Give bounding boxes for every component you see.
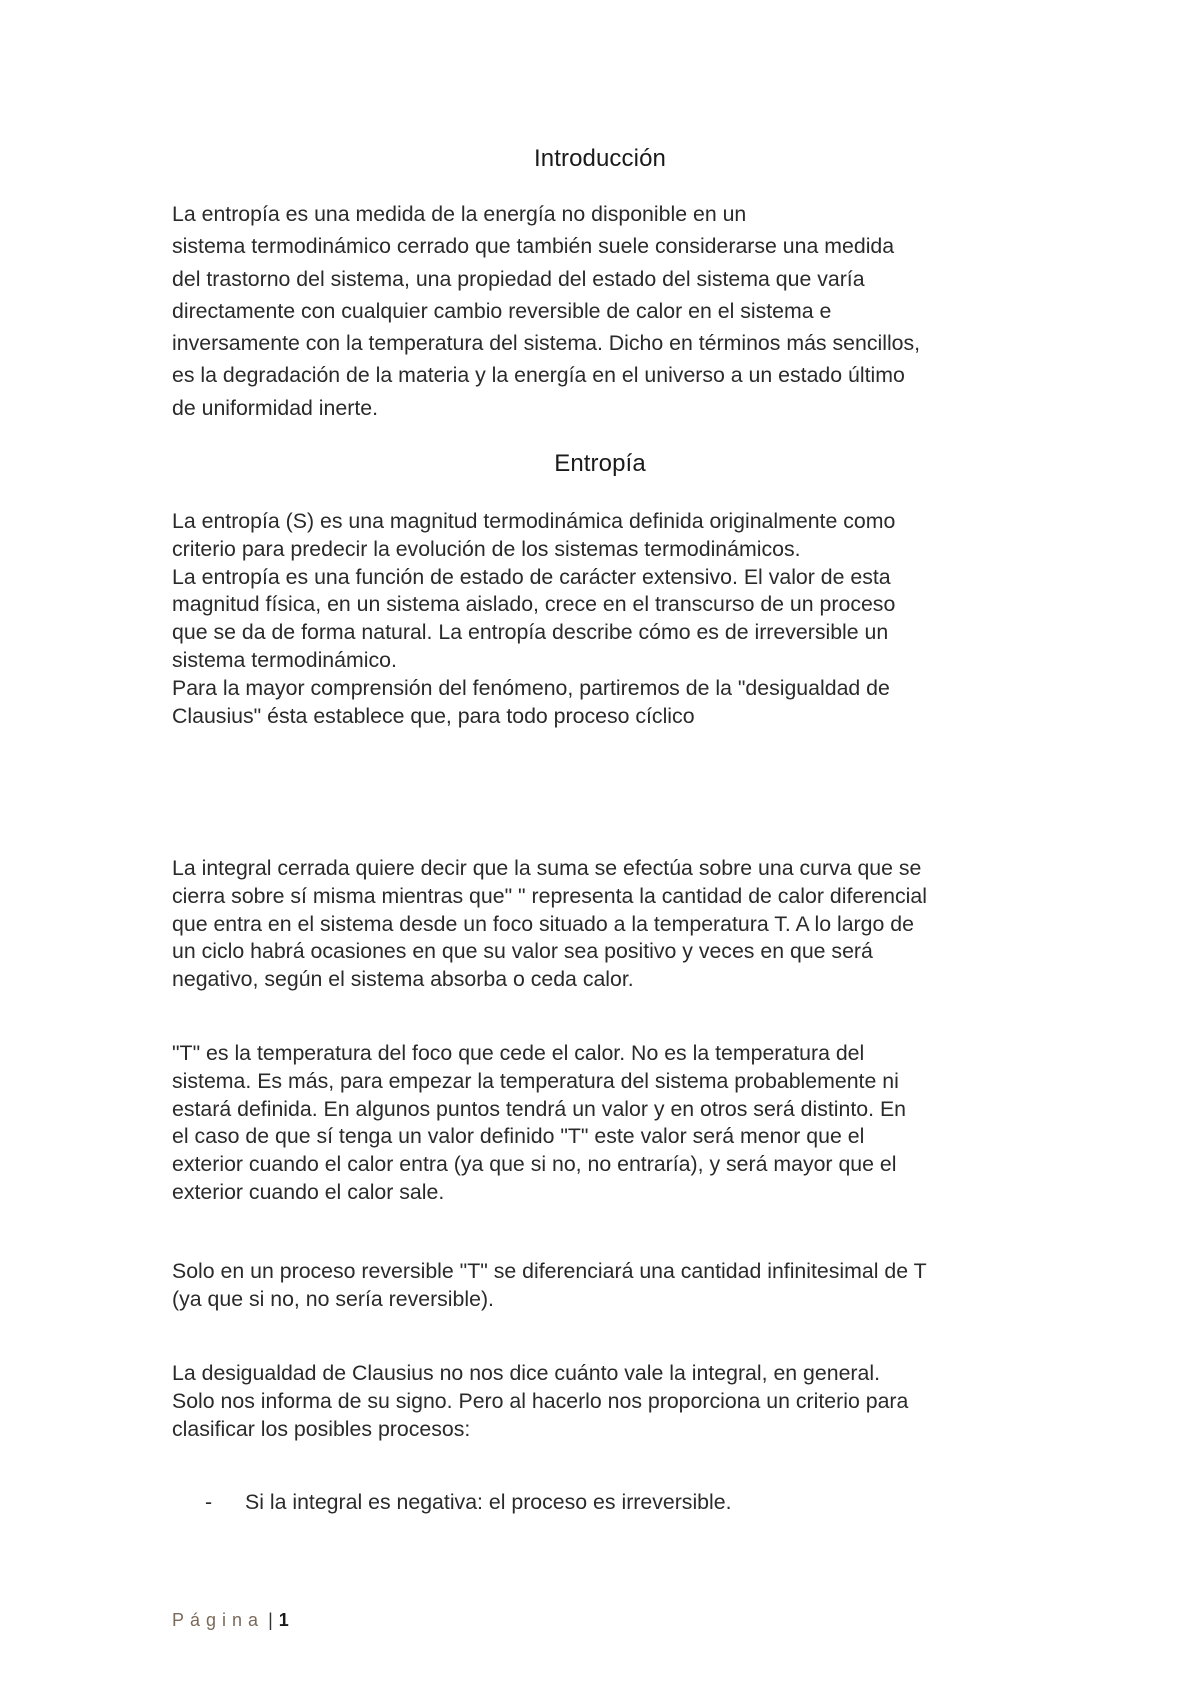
heading-introduccion: Introducción bbox=[534, 145, 666, 172]
text-line: un ciclo habrá ocasiones en que su valor sea positivo y veces en que será bbox=[172, 939, 873, 964]
footer-separator: | bbox=[268, 1610, 273, 1630]
page-footer bbox=[172, 1610, 289, 1631]
text-line: de uniformidad inerte. bbox=[172, 395, 378, 420]
text-line: exterior cuando el calor entra (ya que si no, no entraría), y será mayor que el bbox=[172, 1152, 897, 1177]
text-line: inversamente con la temperatura del sistema. Dicho en términos más sencillos, bbox=[172, 331, 921, 356]
paragraph-proceso-reversible bbox=[172, 1258, 1042, 1314]
paragraph-introduccion bbox=[172, 198, 1042, 424]
text-line: La desigualdad de Clausius no nos dice cuánto vale la integral, en general. bbox=[172, 1361, 881, 1385]
text-line: Clausius" ésta establece que, para todo proceso cíclico bbox=[172, 703, 695, 728]
text-line: que entra en el sistema desde un foco situado a la temperatura T. A lo largo de bbox=[172, 911, 914, 936]
text-line: del trastorno del sistema, una propiedad del estado del sistema que varía bbox=[172, 266, 865, 291]
paragraph-temperatura bbox=[172, 1040, 1042, 1207]
text-line: sistema termodinámico. bbox=[172, 647, 397, 672]
text-line: "T" es la temperatura del foco que cede el calor. No es la temperatura del bbox=[172, 1041, 865, 1065]
text-line: Solo en un proceso reversible "T" se diferenciará una cantidad infinitesimal de T bbox=[172, 1259, 927, 1283]
text-line: es la degradación de la materia y la energía en el universo a un estado último bbox=[172, 363, 905, 388]
text-line: criterio para predecir la evolución de los sistemas termodinámicos. bbox=[172, 536, 801, 561]
text-line: La integral cerrada quiere decir que la suma se efectúa sobre una curva que se bbox=[172, 856, 922, 880]
paragraph-integral-cerrada bbox=[172, 855, 1042, 994]
page-number: 1 bbox=[278, 1610, 289, 1630]
text-line: cierra sobre sí misma mientras que" " representa la cantidad de calor diferencial bbox=[172, 883, 927, 908]
text-line: exterior cuando el calor sale. bbox=[172, 1179, 445, 1204]
paragraph-desigualdad-clausius bbox=[172, 1360, 1042, 1443]
text-line: La entropía (S) es una magnitud termodinámica definida originalmente como bbox=[172, 509, 896, 533]
bullet-marker: - bbox=[205, 1490, 213, 1514]
text-line: clasificar los posibles procesos: bbox=[172, 1416, 471, 1441]
text-line: Para la mayor comprensión del fenómeno, partiremos de la "desigualdad de bbox=[172, 675, 890, 700]
text-line: estará definida. En algunos puntos tendrá un valor y en otros será distinto. En bbox=[172, 1096, 907, 1121]
text-line: La entropía es una medida de la energía no disponible en un bbox=[172, 202, 747, 226]
text-line: que se da de forma natural. La entropía describe cómo es de irreversible un bbox=[172, 620, 889, 645]
list-item-text: Si la integral es negativa: el proceso es irreversible. bbox=[245, 1490, 732, 1514]
text-line: sistema termodinámico cerrado que también suele considerarse una medida bbox=[172, 234, 895, 259]
paragraph-entropia bbox=[172, 508, 1042, 730]
heading-entropia: Entropía bbox=[554, 450, 646, 477]
text-line: (ya que si no, no sería reversible). bbox=[172, 1286, 494, 1311]
text-line: sistema. Es más, para empezar la temperatura del sistema probablemente ni bbox=[172, 1068, 899, 1093]
footer-page-label: Página bbox=[172, 1610, 265, 1630]
text-line: negativo, según el sistema absorba o ceda calor. bbox=[172, 967, 634, 992]
text-line: La entropía es una función de estado de carácter extensivo. El valor de esta bbox=[172, 564, 891, 589]
text-line: el caso de que sí tenga un valor definido "T" este valor será menor que el bbox=[172, 1124, 865, 1149]
text-line: magnitud física, en un sistema aislado, crece en el transcurso de un proceso bbox=[172, 592, 896, 617]
list-item bbox=[205, 1490, 732, 1515]
text-line: directamente con cualquier cambio reversible de calor en el sistema e bbox=[172, 298, 832, 323]
text-line: Solo nos informa de su signo. Pero al hacerlo nos proporciona un criterio para bbox=[172, 1388, 909, 1413]
